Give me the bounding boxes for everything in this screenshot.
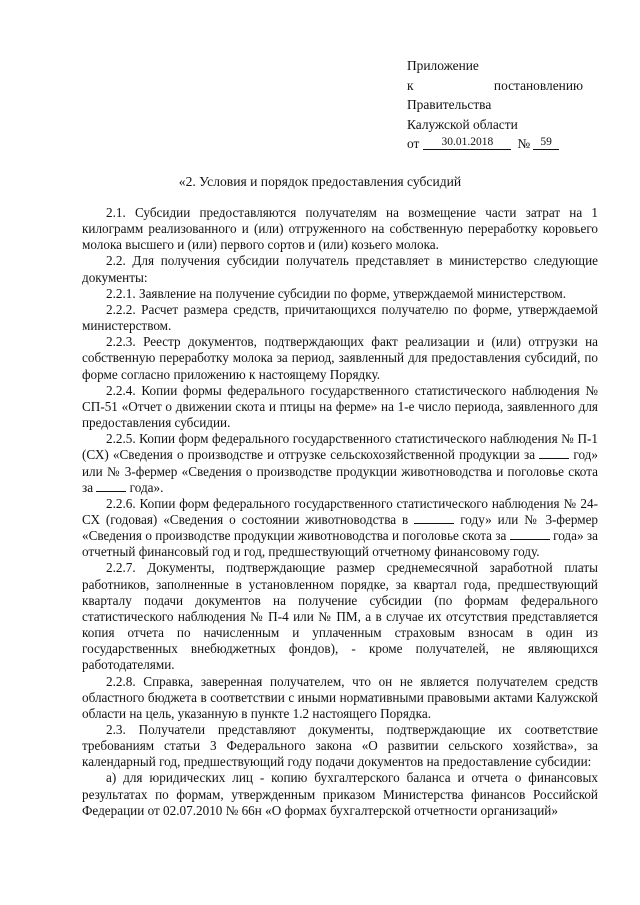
blank-line [96,481,126,492]
paragraph-2-2-5-part-c: года». [129,479,164,495]
appendix-header [407,56,583,154]
number-label: № [517,136,531,151]
appendix-to-word: к [407,77,414,93]
paragraph-2-3-a: а) для юридических лиц - копию бухгалтерского баланса и отчета о финансовых результатах по формам, утвержденным приказом Министерства финансов Российской Федерации от 02.07.2010 № 66н «О формах бухгалтерской отчетности организаций» [82,770,598,818]
paragraph-2-2: 2.2. Для получения субсидии получатель представляет в министерство следующие документы: [82,253,598,285]
paragraph-2-2-3: 2.2.3. Реестр документов, подтверждающих факт реализации и (или) отгрузки на собственную переработку молока за период, заявленный для предоставления субсидий, по форме согласно приложению к настоящему Порядку. [82,334,598,382]
appendix-title: Приложение [407,58,479,73]
paragraph-2-2-8: 2.2.8. Справка, заверенная получателем, что он не является получателем средств областного бюджета в соответствии с иными нормативными правовыми актами Калужской области на цель, указанную в пункте 1.2 настоящего Порядка. [82,673,598,721]
blank-line [510,529,550,540]
paragraph-2-2-6-part-a: 2.2.6. Копии форм федерального государственного статистического наблюдения № 24-СХ (годовая) «Сведения о состоянии животноводства в [82,495,598,527]
paragraph-2-2-6 [82,496,598,561]
blank-line [539,448,569,459]
appendix-to-resolution [407,76,583,96]
date-field: 30.01.2018 [423,136,511,150]
paragraph-2-2-1: 2.2.1. Заявление на получение субсидии по форме, утверждаемой министерством. [106,285,567,301]
document-body [82,205,598,819]
appendix-date-number [407,134,583,154]
appendix-resolution-word: постановлению [493,77,583,93]
appendix-region: Калужской области [407,116,518,132]
paragraph-2-2-5-part-a: 2.2.5. Копии форм федерального государственного статистического наблюдения № П-1 (СХ) «Сведения о производстве и отгрузке сельскохозяйственной продукции за [82,431,598,463]
date-prefix: от [407,136,420,151]
paragraph-2-2-4: 2.2.4. Копии формы федерального государственного статистического наблюдения № СП-51 «Отчет о движении скота и птицы на ферме» на 1-е число периода, заявленного для предоставления субсидии. [82,382,598,431]
number-field: 59 [533,136,559,150]
paragraph-2-2-5-part-b: год» или № 3-фермер «Сведения о производстве продукции животноводства и поголовье скота за [82,447,598,495]
paragraph-2-2-5 [82,431,598,496]
paragraph-2-2-6-part-c: года» за отчетный финансовый год и год, предшествующий отчетному финансовому году. [82,528,598,560]
appendix-government: Правительства [407,97,492,112]
paragraph-2-1: 2.1. Субсидии предоставляются получателям на возмещение части затрат на 1 килограмм реализованного и (или) отгруженного на собственную переработку коровьего молока высшего и (или) первого сортов и (или) козьего молока. [82,205,598,253]
section-heading: «2. Условия и порядок предоставления субсидий [178,174,462,189]
paragraph-2-3: 2.3. Получатели представляют документы, подтверждающие их соответствие требованиям статьи 3 Федерального закона «О развитии сельского хозяйства», за календарный год, предшествующий году подачи документов на предоставление субсидии: [82,722,598,770]
paragraph-2-2-2: 2.2.2. Расчет размера средств, причитающихся получателю по форме, утверждаемой министерством. [82,301,598,334]
paragraph-2-2-6-part-b: году» или № 3-фермер «Сведения о производстве продукции животноводства и поголовье скота за [82,511,599,544]
paragraph-2-2-7: 2.2.7. Документы, подтверждающие размер среднемесячной заработной платы работников, заполненные в установленном порядке, за квартал года, предшествующий кварталу подачи документов на получение субсидии (по формам федерального статистического наблюдения № П-4 или № ПМ, а в случае их отсутствия представляется копия отчета по начисленным и уплаченным страховым взносам в один из государственных внебюджетных фондов), - кроме получателей, не являющихся работодателями. [82,560,598,673]
blank-line [414,513,454,524]
